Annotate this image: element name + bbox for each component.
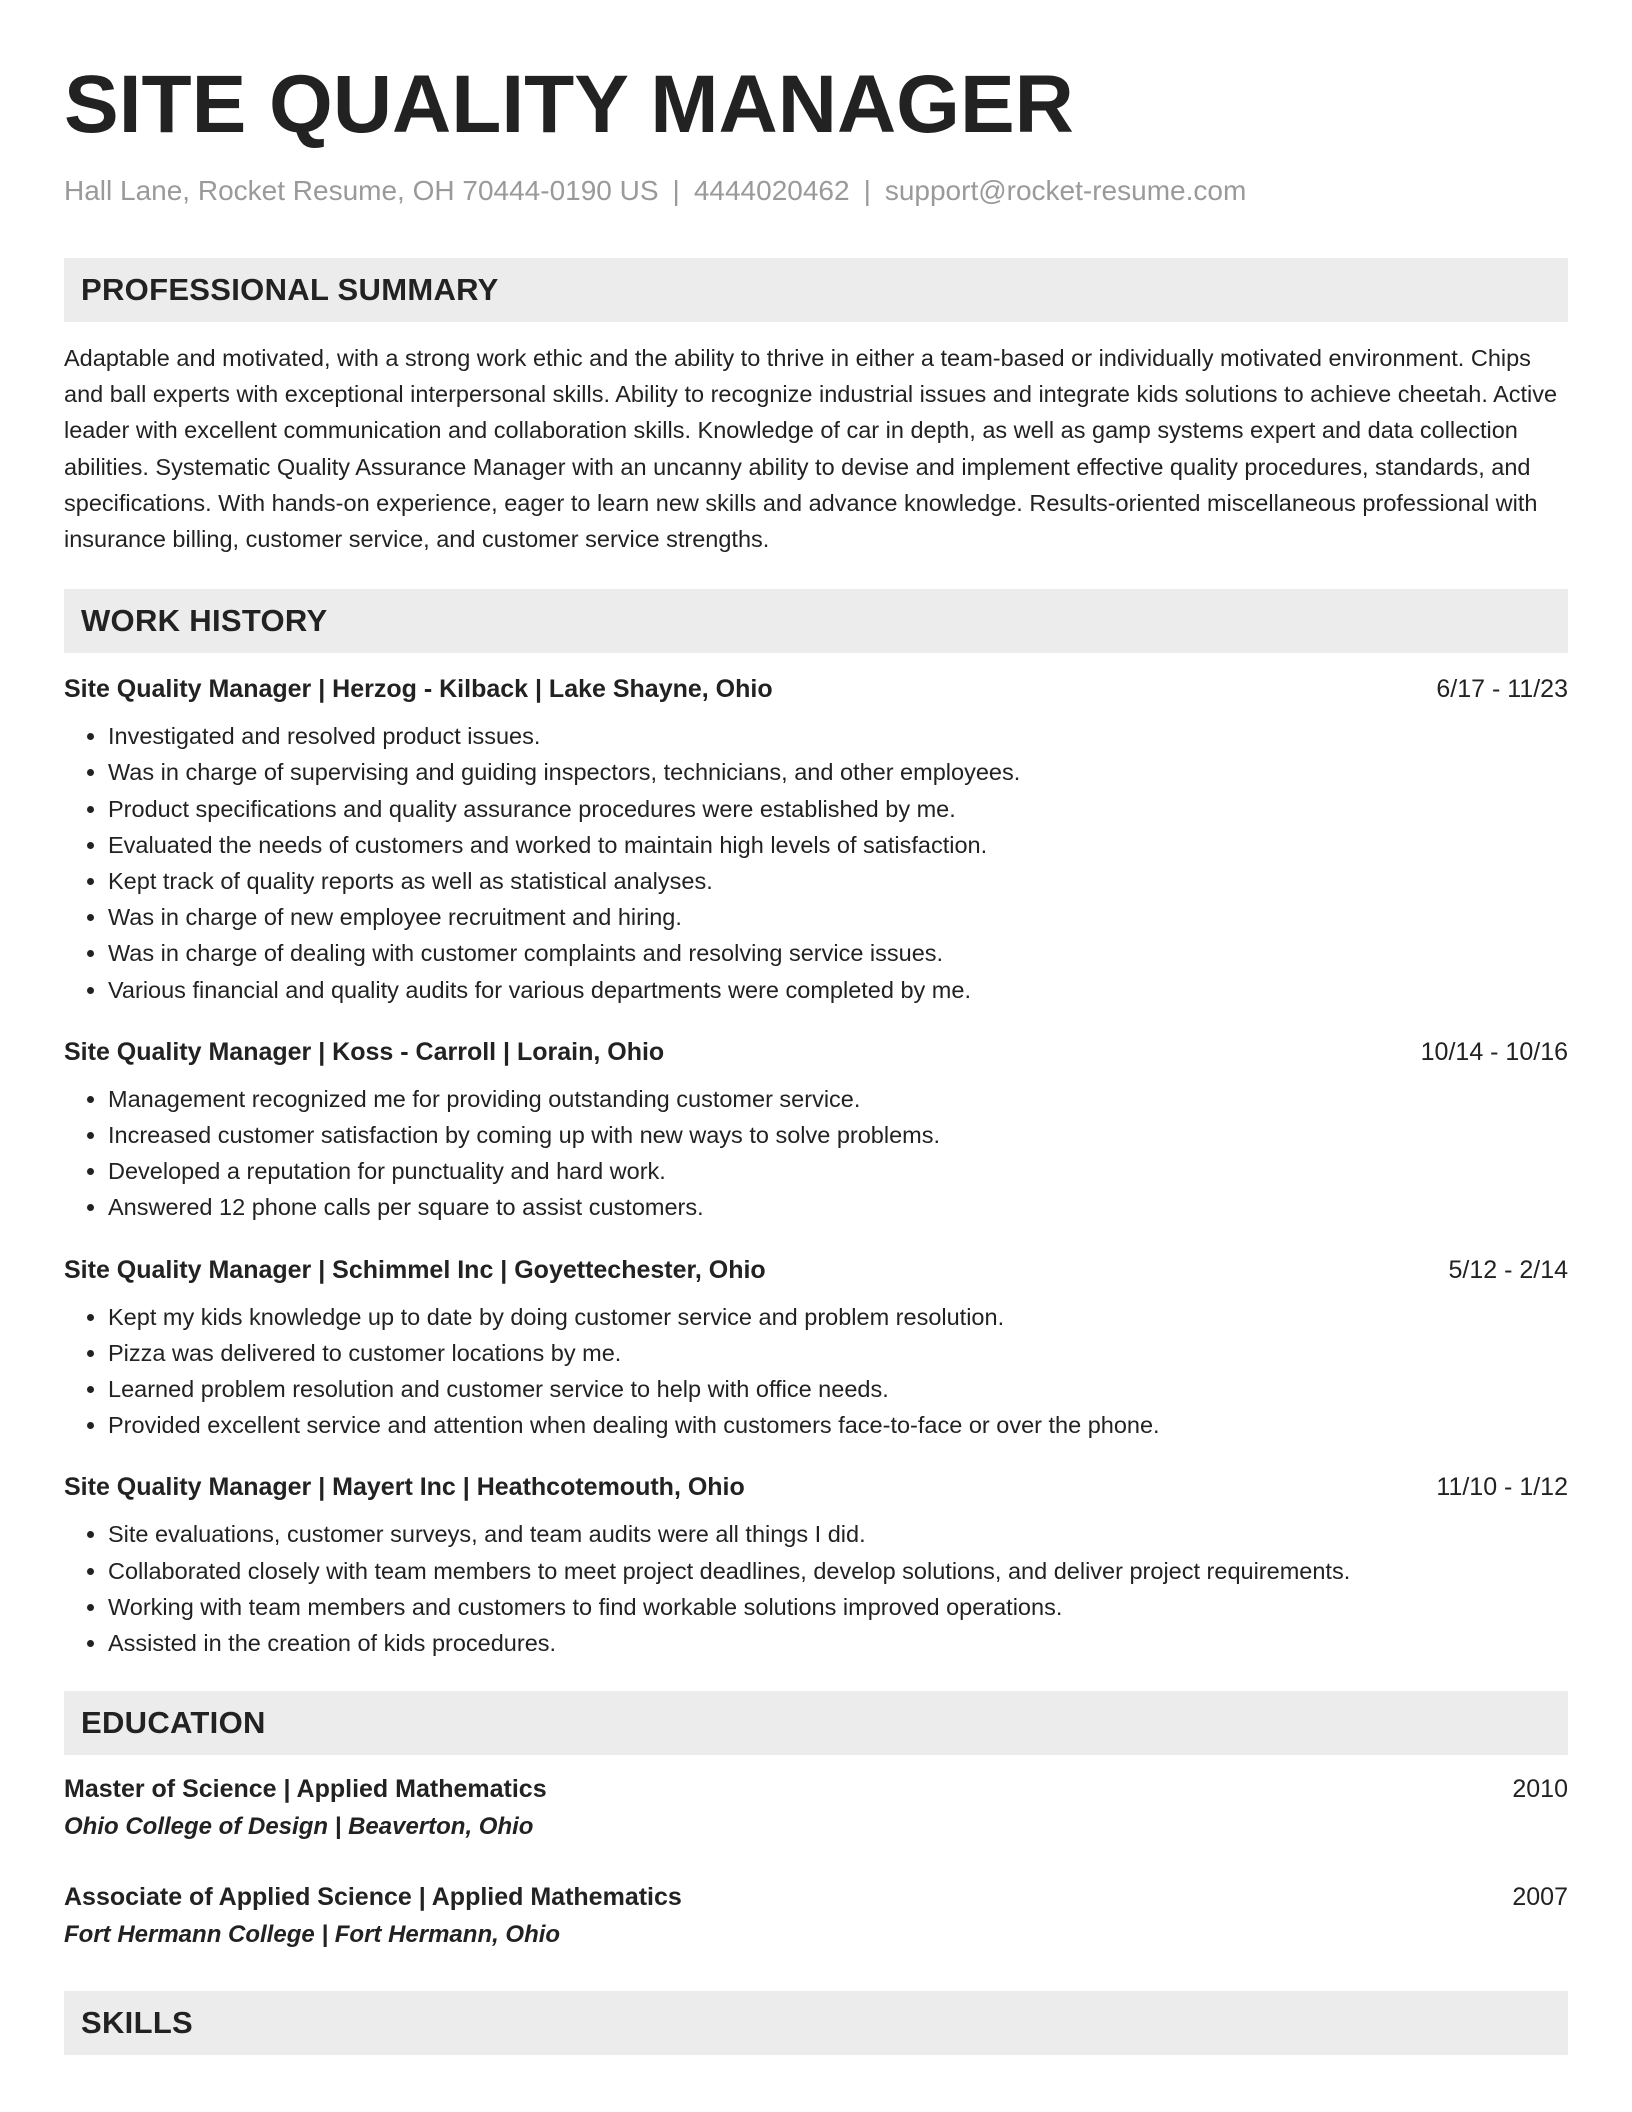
- job-heading-row: [64, 1469, 1568, 1505]
- contact-email: support@rocket-resume.com: [884, 175, 1247, 206]
- job-bullet: • Assisted in the creation of kids procedures.: [108, 1625, 1568, 1661]
- job-bullet: • Collaborated closely with team members to meet project deadlines, develop solutions, and deliver project requirements.: [108, 1553, 1568, 1589]
- section-header-summary: PROFESSIONAL SUMMARY: [64, 258, 1568, 322]
- job-dates: 10/14 - 10/16: [1420, 1037, 1568, 1066]
- section-header-skills: SKILLS: [64, 1991, 1568, 2055]
- job-bullet: • Was in charge of supervising and guiding inspectors, technicians, and other employees.: [108, 754, 1568, 790]
- job-heading-row: [64, 1034, 1568, 1070]
- education-entry: [64, 1879, 1568, 1953]
- job-bullet: • Various financial and quality audits for various departments were completed by me.: [108, 972, 1568, 1008]
- job-entry: [64, 671, 1568, 1008]
- education-school: Fort Hermann College | Fort Hermann, Ohio: [64, 1921, 561, 1949]
- job-heading-row: [64, 1252, 1568, 1288]
- education-heading-row: [64, 1771, 1568, 1807]
- job-entry: [64, 1252, 1568, 1444]
- job-bullet: • Kept my kids knowledge up to date by doing customer service and problem resolution.: [108, 1299, 1568, 1335]
- contact-separator: |: [672, 175, 680, 206]
- job-dates: 6/17 - 11/23: [1436, 675, 1568, 704]
- job-heading: Site Quality Manager | Koss - Carroll | Lorain, Ohio: [64, 1037, 665, 1066]
- job-bullet: • Evaluated the needs of customers and worked to maintain high levels of satisfaction.: [108, 827, 1568, 863]
- job-bullet: • Answered 12 phone calls per square to assist customers.: [108, 1189, 1568, 1225]
- job-bullets: [64, 718, 1568, 1008]
- job-bullets: [64, 1516, 1568, 1661]
- job-entry: [64, 1469, 1568, 1661]
- education-entry: [64, 1771, 1568, 1845]
- education-year: 2010: [1512, 1775, 1568, 1804]
- contact-separator: |: [863, 175, 871, 206]
- job-bullet: • Working with team members and customers to find workable solutions improved operations.: [108, 1589, 1568, 1625]
- job-heading: Site Quality Manager | Herzog - Kilback | Lake Shayne, Ohio: [64, 675, 773, 704]
- job-bullets: [64, 1299, 1568, 1444]
- job-bullet: • Was in charge of new employee recruitment and hiring.: [108, 899, 1568, 935]
- job-heading: Site Quality Manager | Mayert Inc | Heathcotemouth, Ohio: [64, 1473, 745, 1502]
- job-bullet: • Learned problem resolution and customer service to help with office needs.: [108, 1371, 1568, 1407]
- contact-line: [64, 174, 1568, 208]
- section-header-work-history: WORK HISTORY: [64, 589, 1568, 653]
- contact-address: Hall Lane, Rocket Resume, OH 70444-0190 US: [64, 175, 659, 206]
- job-bullet: • Site evaluations, customer surveys, and team audits were all things I did.: [108, 1516, 1568, 1552]
- job-bullet: • Pizza was delivered to customer locations by me.: [108, 1335, 1568, 1371]
- section-header-education: EDUCATION: [64, 1691, 1568, 1755]
- job-bullet: • Increased customer satisfaction by coming up with new ways to solve problems.: [108, 1117, 1568, 1153]
- job-bullet: • Management recognized me for providing outstanding customer service.: [108, 1081, 1568, 1117]
- job-bullet: • Was in charge of dealing with customer complaints and resolving service issues.: [108, 935, 1568, 971]
- education-school: Ohio College of Design | Beaverton, Ohio: [64, 1813, 534, 1841]
- job-bullet: • Developed a reputation for punctuality and hard work.: [108, 1153, 1568, 1189]
- job-heading-row: [64, 671, 1568, 707]
- job-bullets: [64, 1081, 1568, 1226]
- job-bullet: • Product specifications and quality assurance procedures were established by me.: [108, 791, 1568, 827]
- candidate-title: SITE QUALITY MANAGER: [64, 59, 1074, 150]
- education-year: 2007: [1512, 1883, 1568, 1912]
- job-bullet: • Kept track of quality reports as well as statistical analyses.: [108, 863, 1568, 899]
- job-dates: 11/10 - 1/12: [1436, 1473, 1568, 1502]
- contact-phone: 4444020462: [693, 175, 850, 206]
- job-bullet: • Investigated and resolved product issues.: [108, 718, 1568, 754]
- job-heading: Site Quality Manager | Schimmel Inc | Goyettechester, Ohio: [64, 1255, 766, 1284]
- job-dates: 5/12 - 2/14: [1448, 1255, 1568, 1284]
- summary-text: Adaptable and motivated, with a strong work ethic and the ability to thrive in either a team-based or individually motivated environment. Chips and ball experts with exceptional interpersonal skills. Ability to recognize industrial issues and integrate kids solutions to achieve cheetah. Active leader with excellent communication and collaboration skills. Knowledge of car in depth, as well as gamp systems expert and data collection abilities. Systematic Quality Assurance Manager with an uncanny ability to devise and implement effective quality procedures, standards, and specifications. With hands-on experience, eager to learn new skills and advance knowledge. Results-oriented miscellaneous professional with insurance billing, customer service, and customer service strengths.: [64, 345, 1558, 553]
- education-degree: Master of Science | Applied Mathematics: [64, 1775, 547, 1804]
- job-entry: [64, 1034, 1568, 1226]
- job-bullet: • Provided excellent service and attention when dealing with customers face-to-face or over the phone.: [108, 1407, 1568, 1443]
- education-degree: Associate of Applied Science | Applied Mathematics: [64, 1883, 682, 1912]
- education-heading-row: [64, 1879, 1568, 1915]
